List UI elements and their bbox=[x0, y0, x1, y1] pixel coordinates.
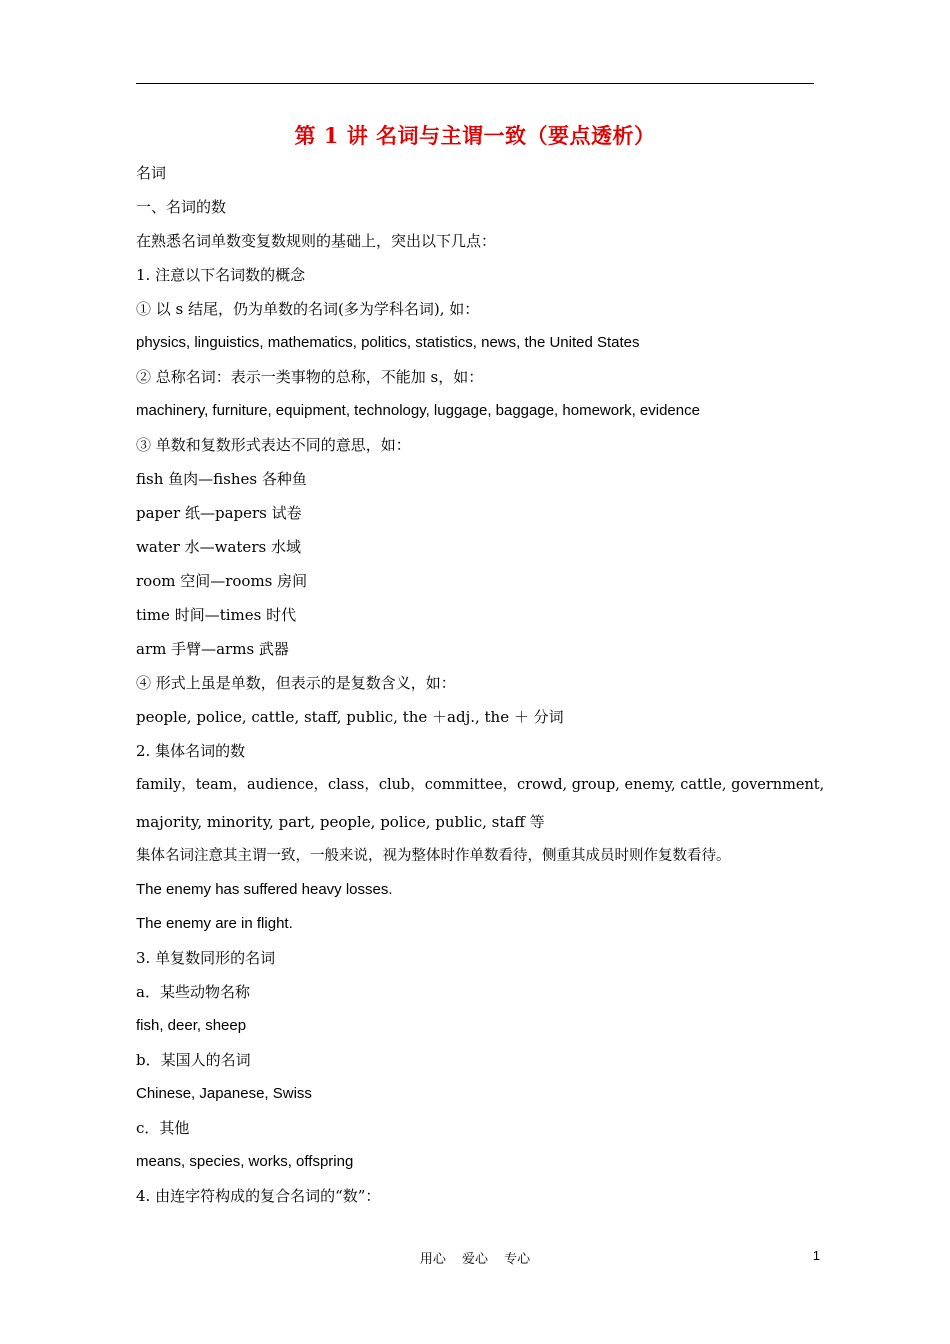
paragraph-line: The enemy are in flight. bbox=[136, 915, 293, 932]
paragraph-line: machinery, furniture, equipment, technology, luggage, baggage, homework, evidence bbox=[136, 402, 700, 419]
paragraph-line: The enemy has suffered heavy losses. bbox=[136, 881, 393, 898]
paragraph-line: ② 总称名词：表示一类事物的总称，不能加 s，如： bbox=[136, 368, 484, 386]
paragraph-line: arm 手臂—arms 武器 bbox=[136, 640, 289, 658]
paragraph-line: 2. 集体名词的数 bbox=[136, 742, 246, 760]
paragraph-line: paper 纸—papers 试卷 bbox=[136, 504, 302, 522]
paragraph-line: time 时间—times 时代 bbox=[136, 606, 297, 624]
paragraph-line: b．某国人的名词 bbox=[136, 1051, 251, 1069]
paragraph-line: majority, minority, part, people, police, public, staff 等 bbox=[136, 813, 545, 831]
paragraph-line: a．某些动物名称 bbox=[136, 983, 250, 1001]
paragraph-line: people, police, cattle, staff, public, the ＋adj., the ＋ 分词 bbox=[136, 708, 564, 726]
paragraph-line: ① 以 s 结尾，仍为单数的名词(多为学科名词), 如： bbox=[136, 300, 480, 318]
paragraph-line: Chinese, Japanese, Swiss bbox=[136, 1085, 312, 1102]
paragraph-line: ④ 形式上虽是单数，但表示的是复数含义，如： bbox=[136, 674, 456, 692]
paragraph-line: 3. 单复数同形的名词 bbox=[136, 949, 276, 967]
document-body bbox=[136, 158, 826, 1215]
paragraph-line: ③ 单数和复数形式表达不同的意思，如： bbox=[136, 436, 411, 454]
header-rule bbox=[136, 83, 814, 84]
paragraph-line: physics, linguistics, mathematics, politics, statistics, news, the United States bbox=[136, 334, 640, 351]
paragraph-line: fish 鱼肉—fishes 各种鱼 bbox=[136, 470, 307, 488]
paragraph-line: means, species, works, offspring bbox=[136, 1153, 354, 1170]
paragraph-line: 4. 由连字符构成的复合名词的“数”： bbox=[136, 1187, 381, 1205]
paragraph-line: room 空间—rooms 房间 bbox=[136, 572, 308, 590]
paragraph-line: 名词 bbox=[136, 164, 167, 182]
paragraph-line: 一、名词的数 bbox=[136, 198, 227, 216]
page-number: 1 bbox=[812, 1248, 820, 1263]
footer-motto: 用心 爱心 专心 bbox=[419, 1252, 531, 1267]
paragraph-line: 1. 注意以下名词数的概念 bbox=[136, 266, 306, 284]
paragraph-line: c．其他 bbox=[136, 1119, 190, 1137]
paragraph-line: family，team，audience，class，club，committee，crowd, group, enemy, cattle, government, bbox=[136, 777, 825, 793]
document-title: 第 1 讲 名词与主谓一致（要点透析） bbox=[294, 123, 656, 148]
paragraph-line: 在熟悉名词单数变复数规则的基础上，突出以下几点： bbox=[136, 232, 497, 250]
paragraph-line: fish, deer, sheep bbox=[136, 1017, 247, 1034]
paragraph-line: 集体名词注意其主谓一致，一般来说，视为整体时作单数看待，侧重其成员时则作复数看待。 bbox=[136, 848, 731, 864]
paragraph-line: water 水—waters 水域 bbox=[136, 538, 301, 556]
